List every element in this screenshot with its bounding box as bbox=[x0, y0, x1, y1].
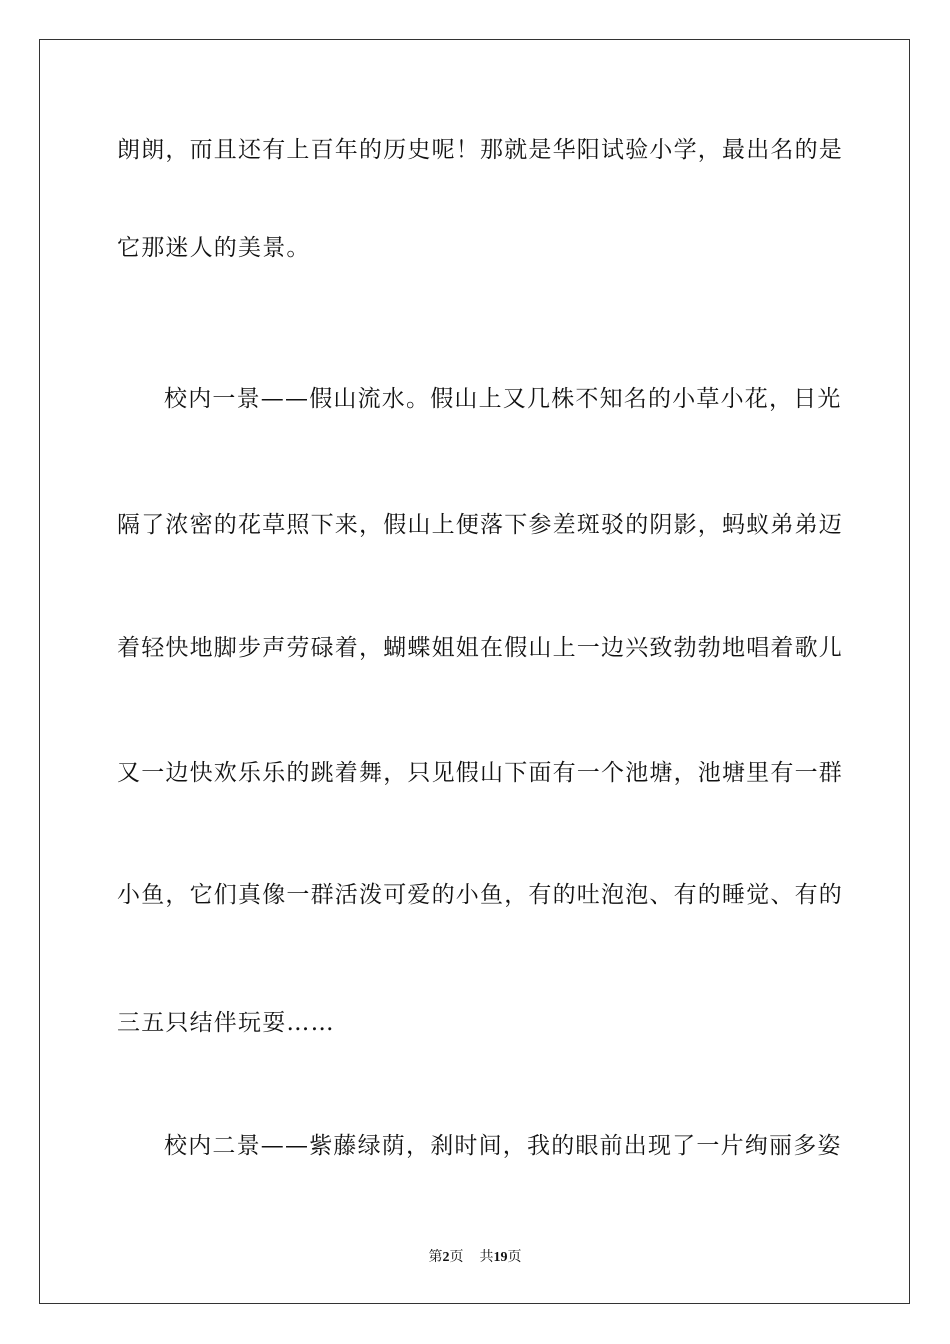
body-text-line: 又一边快欢乐乐的跳着舞，只见假山下面有一个池塘，池塘里有一群 bbox=[117, 760, 843, 786]
total-label-suffix: 页 bbox=[507, 1249, 522, 1265]
body-text-line: 校内一景——假山流水。假山上又几株不知名的小草小花，日光 bbox=[164, 386, 842, 412]
body-text-line: 三五只结伴玩耍…… bbox=[117, 1010, 335, 1036]
total-label-prefix: 共 bbox=[479, 1249, 494, 1265]
page-label-suffix: 页 bbox=[449, 1249, 464, 1265]
total-pages-number: 19 bbox=[493, 1250, 508, 1265]
body-text-line: 朗朗，而且还有上百年的历史呢！那就是华阳试验小学，最出名的是 bbox=[117, 137, 843, 163]
page-frame bbox=[39, 39, 910, 1304]
page-label-prefix: 第 bbox=[428, 1249, 443, 1265]
page-footer bbox=[0, 1248, 950, 1267]
body-text-line: 小鱼，它们真像一群活泼可爱的小鱼，有的吐泡泡、有的睡觉、有的 bbox=[117, 882, 843, 908]
body-text-line: 着轻快地脚步声劳碌着，蝴蝶姐姐在假山上一边兴致勃勃地唱着歌儿 bbox=[117, 635, 843, 661]
body-text-line: 校内二景——紫藤绿荫，刹时间，我的眼前出现了一片绚丽多姿 bbox=[164, 1133, 842, 1159]
body-text-line: 隔了浓密的花草照下来，假山上便落下参差斑驳的阴影，蚂蚁弟弟迈 bbox=[117, 512, 843, 538]
current-page-number: 2 bbox=[442, 1250, 450, 1265]
body-text-line: 它那迷人的美景。 bbox=[117, 235, 311, 261]
